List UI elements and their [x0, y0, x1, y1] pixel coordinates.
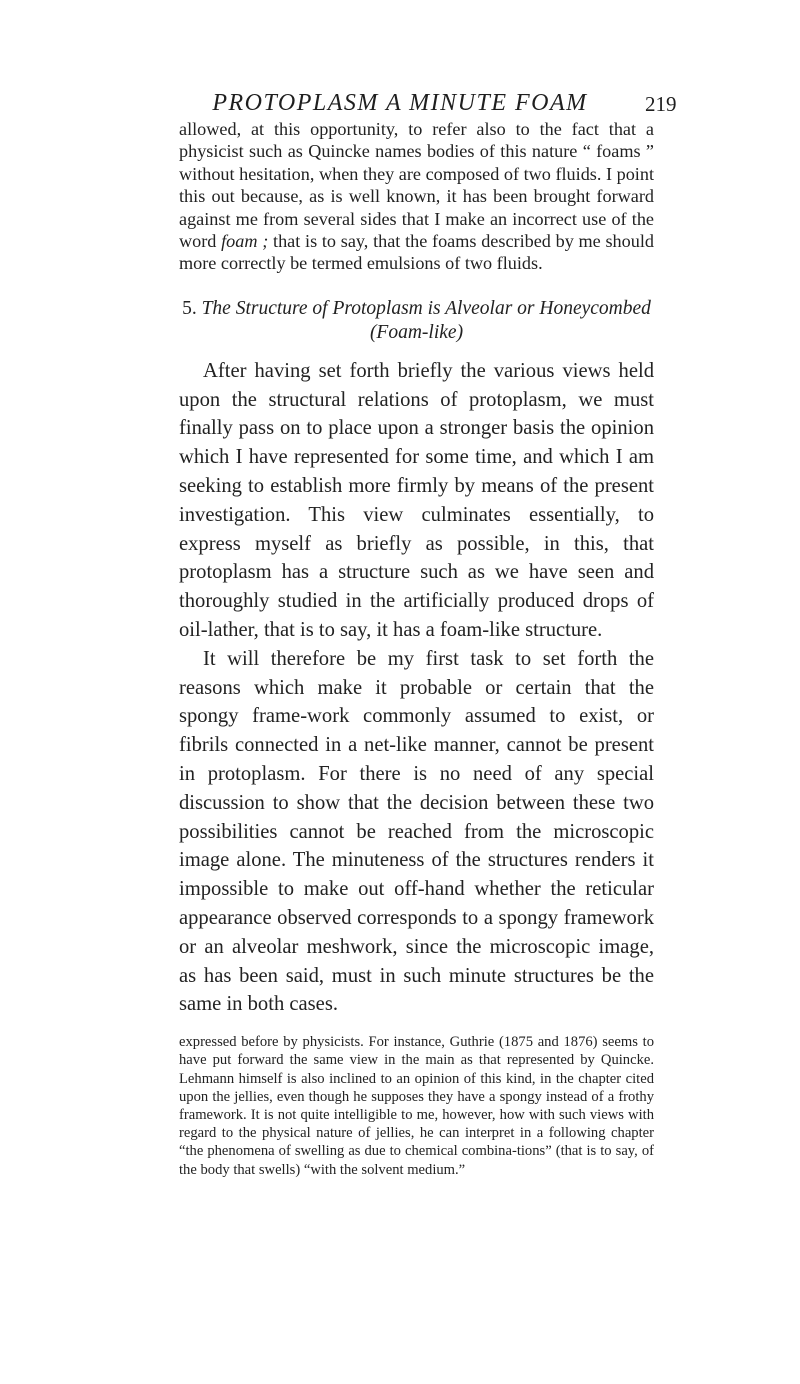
section-heading-line-1 [179, 297, 654, 321]
section-heading [179, 297, 654, 345]
intro-paragraph [179, 118, 654, 275]
intro-italic-term: foam ; [221, 231, 269, 252]
text-column [179, 118, 654, 1179]
section-number: 5. [182, 297, 197, 319]
page-number: 219 [645, 92, 677, 116]
body-paragraph-2: It will therefore be my first task to set forth the reasons which make it probable or certain that the spongy frame-work commonly assumed to exist, or fibrils connected in a net-like manner, cannot be present in protoplasm. For there is no need of any special discussion to show that the decision between these two possibilities cannot be reached from the microscopic image alone. The minuteness of the structures renders it impossible to make out off-hand whether the reticular appearance observed corresponds to a spongy framework or an alveolar meshwork, since the microscopic image, as has been said, must in such minute structures be the same in both cases. [179, 647, 654, 1016]
section-subtitle: (Foam-like) [369, 321, 464, 343]
section-title: The Structure of Protoplasm is Alveolar or Honeycombed [201, 297, 651, 319]
footnote-continuation: expressed before by physicists. For instance, Guthrie (1875 and 1876) seems to have put forward the same view in the main as that represented by Quincke. Lehmann himself is also inclined to an opinion of this kind, in the chapter cited upon the jellies, even though he supposes they have a spongy instead of a frothy framework. It is not quite intelligible to me, however, how with such views with regard to the physical nature of jellies, he can interpret in a following chapter “the phenomena of swelling as due to chemical combina-tions” (that is to say, of the body that swells) “with the solvent medium.” [179, 1034, 654, 1178]
intro-text-start: allowed, at this opportunity, to refer also to the fact that a physicist such as Quincke names bodies of this nature “ foams ” without hesitation, when they are composed of two fluids. I point this out because, as is well known, it has been brought forward against me from several sides that I make an incorrect use of the word [179, 119, 654, 252]
running-head-title: PROTOPLASM A MINUTE FOAM [212, 90, 588, 116]
body-paragraph-1: After having set forth briefly the various views held upon the structural relations of protoplasm, we must finally pass on to place upon a stronger basis the opinion which I have represented for some time, and which I am seeking to establish more firmly by means of the present investigation. This view culminates essentially, to express myself as briefly as possible, in this, that protoplasm has a structure such as we have seen and thoroughly studied in the artificially produced drops of oil-lather, that is to say, it has a foam-like structure. [179, 359, 654, 642]
intro-text-end: that is to say, that the foams described by me should more correctly be termed emulsions of two fluids. [179, 231, 654, 274]
